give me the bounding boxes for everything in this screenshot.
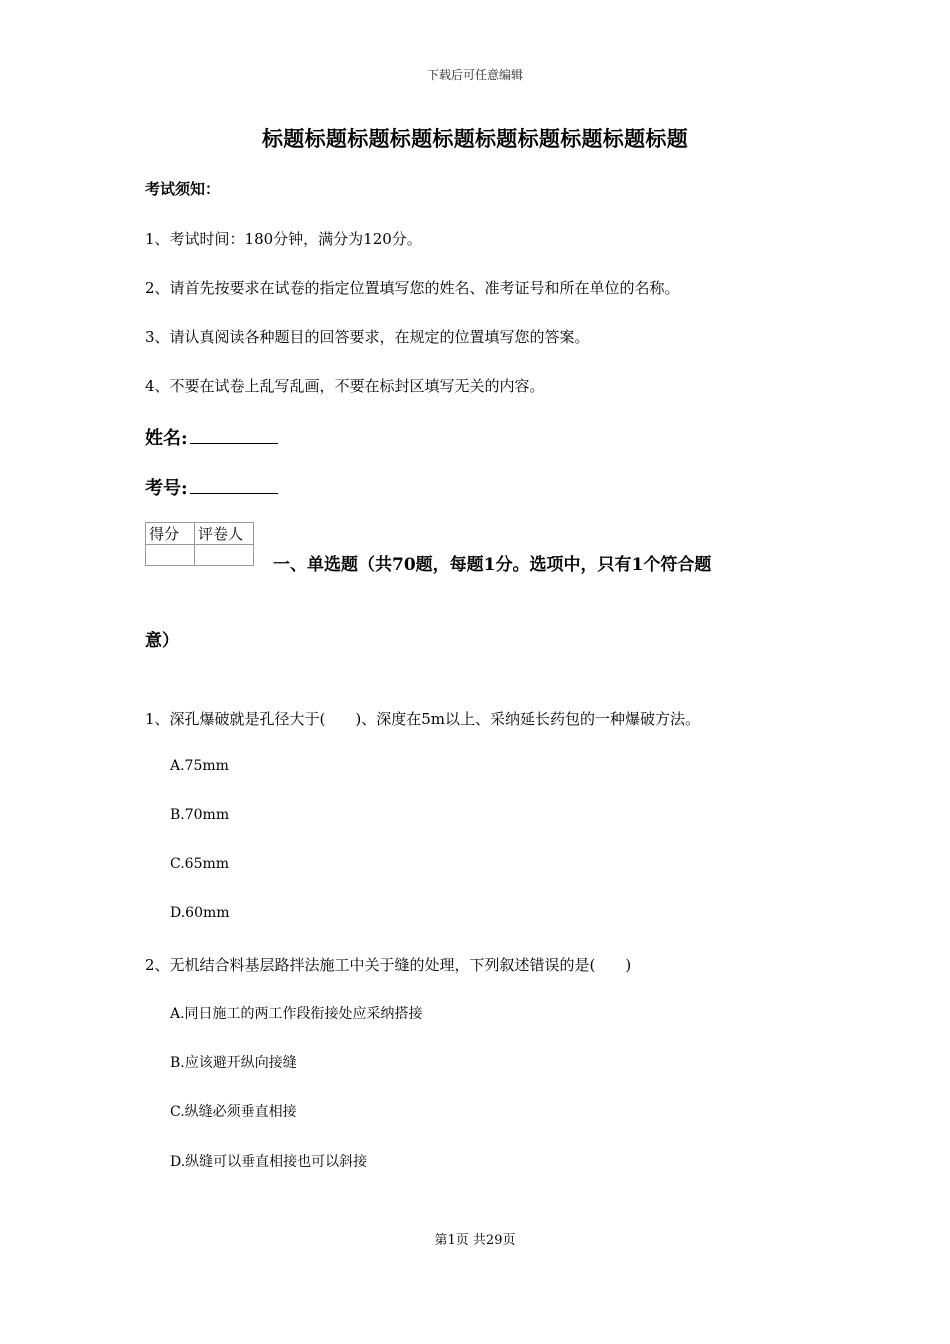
section-title-continued: 意） xyxy=(145,631,179,651)
section-title: 一、单选题（共70题，每题1分。选项中，只有1个符合题 xyxy=(273,555,712,575)
question-option: D.60mm xyxy=(170,905,230,921)
notice-rule: 2、请首先按要求在试卷的指定位置填写您的姓名、准考证号和所在单位的名称。 xyxy=(145,279,680,297)
score-cell xyxy=(146,545,195,566)
header-note: 下载后可任意编辑 xyxy=(426,68,523,82)
question-stem: 1、深孔爆破就是孔径大于( )、深度在5m以上、采纳延长药包的一种爆破方法。 xyxy=(145,710,701,728)
score-table xyxy=(145,522,254,566)
question-option: B.70mm xyxy=(170,807,230,823)
grader-header: 评卷人 xyxy=(195,523,254,545)
question-option: A.75mm xyxy=(170,758,229,774)
name-field xyxy=(145,424,278,450)
question-option: C.65mm xyxy=(170,856,230,872)
name-label: 姓名: xyxy=(145,428,188,449)
id-label: 考号: xyxy=(145,478,188,499)
notice-rule: 4、不要在试卷上乱写乱画，不要在标封区填写无关的内容。 xyxy=(145,377,545,395)
notice-rule: 1、考试时间：180分钟，满分为120分。 xyxy=(145,230,422,248)
page-footer: 第1页 共29页 xyxy=(434,1233,516,1248)
question-option: B.应该避开纵向接缝 xyxy=(170,1055,297,1071)
question-option: D.纵缝可以垂直相接也可以斜接 xyxy=(170,1154,368,1170)
id-field xyxy=(145,474,278,500)
name-blank[interactable] xyxy=(190,427,278,444)
question-option: A.同日施工的两工作段衔接处应采纳搭接 xyxy=(170,1006,423,1022)
document-title: 标题标题标题标题标题标题标题标题标题标题 xyxy=(262,126,688,151)
question-stem: 2、无机结合料基层路拌法施工中关于缝的处理，下列叙述错误的是( ) xyxy=(145,956,632,974)
score-header: 得分 xyxy=(146,523,195,545)
notice-heading: 考试须知： xyxy=(145,180,221,198)
grader-cell xyxy=(195,545,254,566)
notice-rule: 3、请认真阅读各种题目的回答要求，在规定的位置填写您的答案。 xyxy=(145,328,590,346)
question-option: C.纵缝必须垂直相接 xyxy=(170,1104,297,1120)
id-blank[interactable] xyxy=(190,477,278,494)
